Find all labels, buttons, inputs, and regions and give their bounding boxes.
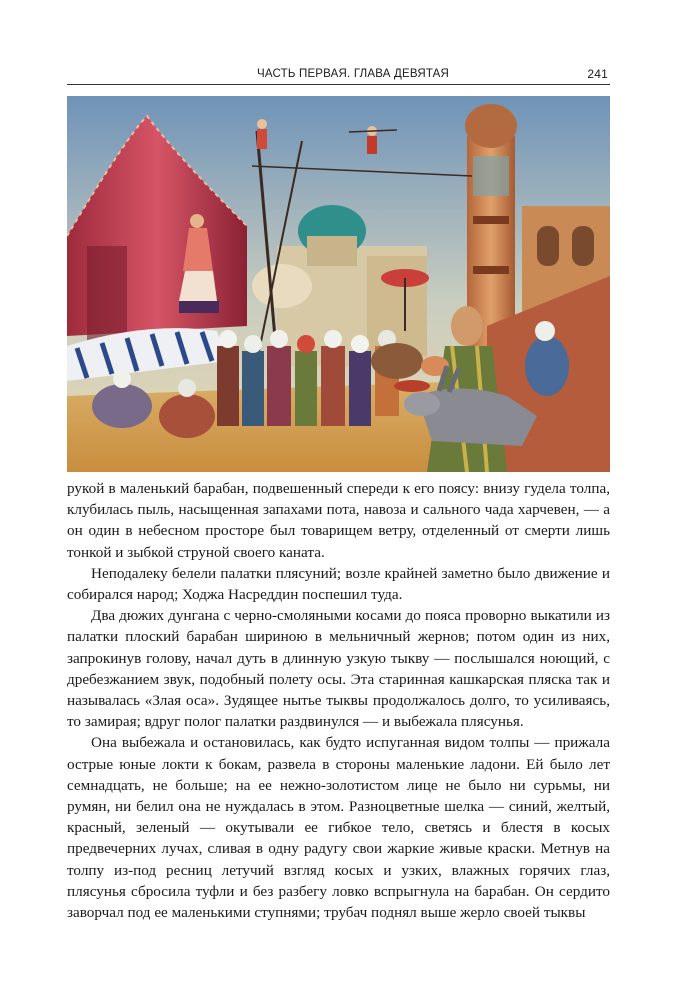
paragraph: Она выбежала и остановилась, как будто испуганная видом толпы — прижала острые юные локти к бокам, развела в стороны маленькие ладони. Ей было лет семнадцать, не больше; на ее нежно-золотистом лице не было ни сурьмы, ни румян, ни белил она не нуждалась в этом. Разноцветные шелка — синий, желтый, красный, зеленый — окутывали ее гибкое тело, светясь и блестя в косых предвечерних лучах, сливая в одну радугу свои жаркие живые краски. Метнув на толпу из-под ресниц летучий взгляд косых и узких, влажных горячих глаз, плясунья сбросила туфли и без разбегу ловко вспрыгнула на барабан. Он сердито заворчал под ее маленькими ступнями; трубач поднял выше жерло своей тыквы xyxy=(67,734,610,922)
illustration-bazaar xyxy=(67,96,610,472)
paragraph: Неподалеку белели палатки плясуний; возле крайней заметно было движение и собирался народ; Ходжа Насреддин поспешил туда. xyxy=(67,564,610,604)
running-title: ЧАСТЬ ПЕРВАЯ. ГЛАВА ДЕВЯТАЯ xyxy=(257,68,450,80)
running-header xyxy=(67,64,610,84)
paragraph: Два дюжих дунгана с черно-смоляными косами до пояса проворно выкатили из палатки плоский барабан шириною в мельничный жернов; потом один из них, запрокинув голову, начал дуть в длинную узкую тыкву — послышался ноющий, с дребезжанием звук, подобный полету осы. Эта старинная кашкарская пляска так и называлась «Злая оса». Зудящее нытье тыквы продолжалось долго, то усиливаясь, то замирая; вдруг полог палатки раздвинулся — и выбежала плясунья. xyxy=(67,607,610,731)
header-rule xyxy=(67,84,610,85)
bazaar-painting-icon xyxy=(67,96,610,472)
paragraph: рукой в маленький барабан, подвешенный спереди к его поясу: внизу гудела толпа, клубилась пыль, насыщенная запахами пота, навоза и сального чада харчевен, — а он один в небесном просторе был товарищем ветру, отделенный от смерти лишь тонкой и зыбкой струной своего каната. xyxy=(67,480,610,561)
page-number: 241 xyxy=(587,67,608,81)
body-text xyxy=(67,478,610,923)
